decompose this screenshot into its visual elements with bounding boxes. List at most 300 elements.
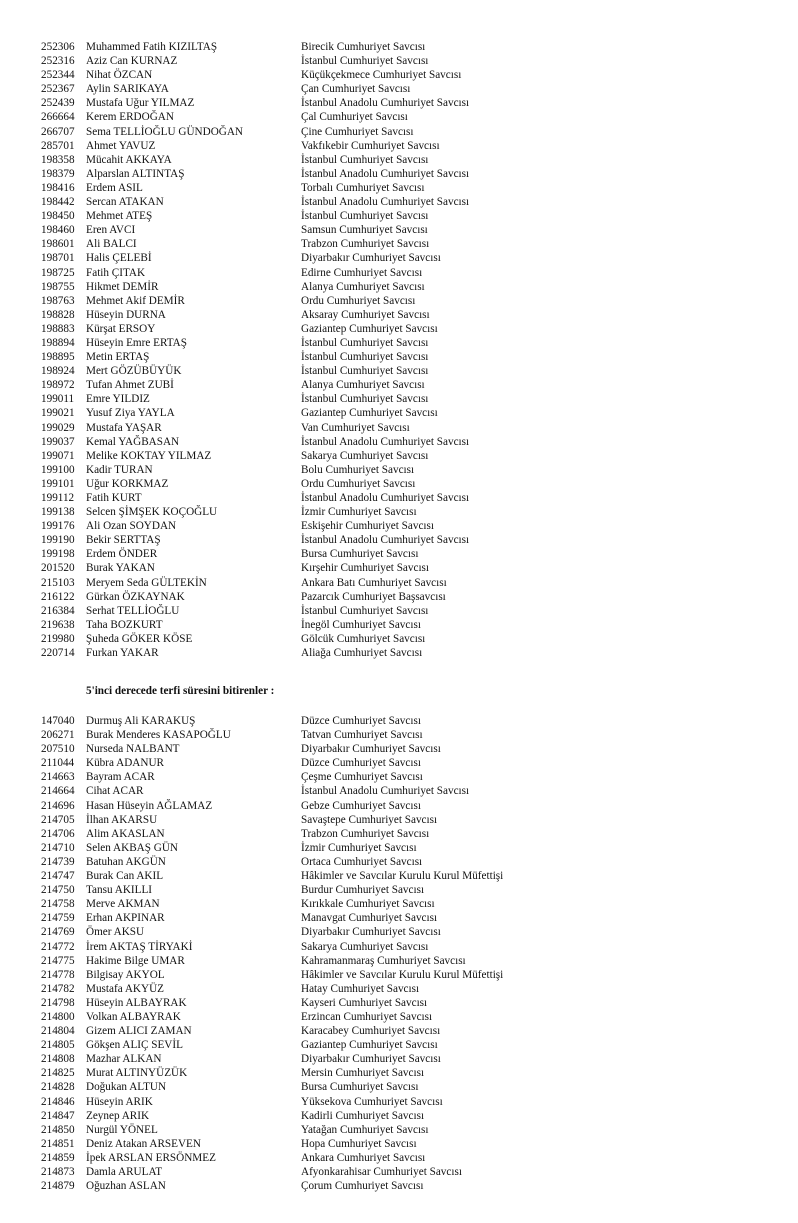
person-name: Muhammed Fatih KIZILTAŞ [86, 41, 218, 53]
person-name: Kemal YAĞBASAN [86, 435, 180, 448]
office-title: Afyonkarahisar Cumhuriyet Savcısı [301, 1166, 462, 1178]
registry-number: 198416 [41, 181, 75, 194]
registry-number: 252439 [41, 97, 75, 110]
person-name: Ali Ozan SOYDAN [86, 520, 177, 533]
registry-number: 216384 [41, 604, 75, 617]
list-row [0, 322, 798, 336]
list-row [0, 406, 798, 420]
registry-number: 147040 [41, 715, 75, 727]
office-title: Gaziantep Cumhuriyet Savcısı [301, 1039, 438, 1052]
person-name: Erhan AKPINAR [86, 912, 165, 925]
registry-number: 198828 [41, 308, 75, 321]
person-name: Cihat ACAR [86, 785, 144, 798]
list-row [0, 40, 798, 54]
registry-number: 214769 [41, 926, 75, 939]
registry-number: 214879 [41, 1180, 75, 1193]
person-name: Mazhar ALKAN [86, 1053, 162, 1066]
list-row [0, 742, 798, 756]
office-title: Mersin Cumhuriyet Savcısı [301, 1067, 425, 1080]
list-row [0, 1095, 798, 1109]
person-name: Fatih KURT [86, 492, 142, 504]
registry-number: 199112 [41, 492, 75, 504]
office-title: Gaziantep Cumhuriyet Savcısı [301, 322, 438, 335]
registry-number: 219980 [41, 632, 75, 645]
person-name: Sema TELLİOĞLU GÜNDOĞAN [86, 125, 244, 138]
person-name: Ömer AKSU [86, 926, 145, 939]
office-title: Birecik Cumhuriyet Savcısı [301, 41, 426, 53]
registry-number: 198763 [41, 294, 75, 307]
list-row [0, 139, 798, 153]
registry-number: 220714 [41, 647, 75, 660]
list-row [0, 1137, 798, 1151]
registry-number: 214825 [41, 1067, 75, 1080]
person-name: Durmuş Ali KARAKUŞ [86, 715, 196, 727]
office-title: İstanbul Cumhuriyet Savcısı [301, 393, 429, 406]
person-name: Hüseyin DURNA [86, 308, 166, 321]
person-name: Emre YILDIZ [86, 393, 150, 406]
office-title: Kadirli Cumhuriyet Savcısı [301, 1109, 425, 1122]
list-row [0, 378, 798, 392]
office-title: Yatağan Cumhuriyet Savcısı [301, 1123, 429, 1136]
office-title: Diyarbakır Cumhuriyet Savcısı [301, 743, 441, 756]
list-row [0, 1179, 798, 1193]
person-name: Gökşen ALIÇ SEVİL [86, 1039, 183, 1052]
list-row [0, 770, 798, 784]
registry-number: 214759 [41, 912, 75, 925]
registry-number: 214859 [41, 1151, 75, 1164]
person-name: Hüseyin Emre ERTAŞ [86, 336, 187, 349]
person-name: Mert GÖZÜBÜYÜK [86, 365, 182, 378]
list-row [0, 294, 798, 308]
registry-number: 214739 [41, 855, 75, 868]
list-row [0, 940, 798, 954]
person-name: Nihat ÖZCAN [86, 69, 153, 82]
registry-number: 198460 [41, 224, 75, 237]
list-row [0, 308, 798, 322]
registry-number: 199011 [41, 393, 75, 406]
person-name: Kerem ERDOĞAN [86, 111, 174, 124]
registry-number: 199071 [41, 449, 75, 462]
office-title: Edirne Cumhuriyet Savcısı [301, 266, 423, 279]
list-row [0, 421, 798, 435]
person-name: Alim AKASLAN [86, 827, 165, 840]
person-name: Kürşat ERSOY [86, 322, 156, 335]
person-name: Metin ERTAŞ [86, 351, 150, 364]
office-title: Pazarcık Cumhuriyet Başsavcısı [301, 590, 446, 603]
person-name: Mustafa YAŞAR [86, 421, 162, 434]
list-row [0, 756, 798, 770]
registry-number: 214772 [41, 940, 75, 953]
office-title: Ortaca Cumhuriyet Savcısı [301, 855, 423, 868]
person-name: Mustafa Uğur YILMAZ [86, 97, 195, 110]
office-title: Hatay Cumhuriyet Savcısı [301, 982, 420, 995]
registry-number: 219638 [41, 618, 75, 631]
registry-number: 214873 [41, 1166, 75, 1178]
list-row [0, 435, 798, 449]
person-name: Nurgül YÖNEL [86, 1123, 158, 1136]
registry-number: 206271 [41, 729, 75, 742]
office-title: Kırıkkale Cumhuriyet Savcısı [301, 898, 435, 911]
person-name: Melike KOKTAY YILMAZ [86, 449, 212, 462]
registry-number: 252344 [41, 69, 75, 82]
registry-number: 252367 [41, 83, 75, 96]
list-row [0, 813, 798, 827]
office-title: Van Cumhuriyet Savcısı [301, 421, 410, 434]
list-row [0, 547, 798, 561]
office-title: Sakarya Cumhuriyet Savcısı [301, 449, 429, 462]
office-title: Gaziantep Cumhuriyet Savcısı [301, 407, 438, 420]
list-row [0, 561, 798, 575]
registry-number: 214850 [41, 1123, 75, 1136]
list-row [0, 110, 798, 124]
person-name: Serhat TELLİOĞLU [86, 604, 180, 617]
registry-number: 211044 [41, 757, 75, 770]
list-row [0, 1052, 798, 1066]
registry-number: 214747 [41, 870, 75, 883]
registry-number: 266664 [41, 111, 75, 124]
person-name: Bayram ACAR [86, 771, 155, 784]
registry-number: 198701 [41, 252, 75, 265]
office-title: Alanya Cumhuriyet Savcısı [301, 280, 425, 293]
registry-number: 198894 [41, 336, 75, 349]
person-name: Selen AKBAŞ GÜN [86, 841, 178, 854]
list-row [0, 1123, 798, 1137]
list-row [0, 714, 798, 728]
office-title: Manavgat Cumhuriyet Savcısı [301, 912, 438, 925]
office-title: Burdur Cumhuriyet Savcısı [301, 884, 425, 897]
registry-number: 214750 [41, 884, 75, 897]
office-title: İstanbul Anadolu Cumhuriyet Savcısı [301, 167, 470, 180]
office-title: Ordu Cumhuriyet Savcısı [301, 477, 416, 490]
person-name: Hikmet DEMİR [86, 280, 159, 293]
person-name: Hasan Hüseyin AĞLAMAZ [86, 799, 213, 812]
list-row [0, 618, 798, 632]
list-row [0, 883, 798, 897]
registry-number: 199101 [41, 477, 75, 490]
registry-number: 214710 [41, 841, 75, 854]
office-title: Ordu Cumhuriyet Savcısı [301, 294, 416, 307]
office-title: Tatvan Cumhuriyet Savcısı [301, 729, 423, 742]
person-name: Gürkan ÖZKAYNAK [86, 590, 185, 603]
registry-number: 198601 [41, 238, 75, 251]
person-name: Burak Can AKIL [86, 870, 164, 883]
office-title: Çeşme Cumhuriyet Savcısı [301, 771, 423, 784]
office-title: Aliağa Cumhuriyet Savcısı [301, 647, 423, 660]
office-title: Çal Cumhuriyet Savcısı [301, 111, 408, 124]
office-title: Diyarbakır Cumhuriyet Savcısı [301, 252, 441, 265]
list-row [0, 533, 798, 547]
list-row [0, 1024, 798, 1038]
registry-number: 214798 [41, 996, 75, 1009]
list-row [0, 576, 798, 590]
registry-number: 199021 [41, 407, 75, 420]
person-name: Uğur KORKMAZ [86, 477, 169, 490]
person-name: Mustafa AKYÜZ [86, 982, 164, 995]
person-name: Bilgisay AKYOL [86, 968, 165, 981]
list-row [0, 364, 798, 378]
list-row [0, 911, 798, 925]
person-name: Taha BOZKURT [86, 618, 163, 631]
registry-number: 285701 [41, 139, 75, 152]
person-name: Hüseyin ALBAYRAK [86, 996, 187, 1009]
office-title: İstanbul Cumhuriyet Savcısı [301, 351, 429, 364]
registry-number: 214804 [41, 1025, 75, 1038]
list-row [0, 855, 798, 869]
office-title: İstanbul Cumhuriyet Savcısı [301, 153, 429, 166]
list-row [0, 195, 798, 209]
person-name: Ahmet YAVUZ [86, 139, 156, 152]
person-name: Bekir SERTTAŞ [86, 534, 161, 547]
office-title: Gölcük Cumhuriyet Savcısı [301, 632, 426, 645]
office-title: İstanbul Anadolu Cumhuriyet Savcısı [301, 97, 470, 110]
person-name: Nurseda NALBANT [86, 743, 180, 756]
list-row [0, 1010, 798, 1024]
office-title: Küçükçekmece Cumhuriyet Savcısı [301, 69, 462, 82]
registry-number: 215103 [41, 576, 75, 589]
office-title: Savaştepe Cumhuriyet Savcısı [301, 813, 438, 826]
office-title: İstanbul Anadolu Cumhuriyet Savcısı [301, 534, 470, 547]
registry-number: 214782 [41, 982, 75, 995]
person-name: Meryem Seda GÜLTEKİN [86, 576, 207, 589]
registry-number: 214664 [41, 785, 75, 798]
registry-number: 198883 [41, 322, 75, 335]
office-title: Hopa Cumhuriyet Savcısı [301, 1137, 417, 1150]
list-row [0, 827, 798, 841]
office-title: Hâkimler ve Savcılar Kurulu Kurul Müfettişi [301, 870, 504, 883]
registry-number: 214758 [41, 898, 75, 911]
person-name: Mücahit AKKAYA [86, 153, 172, 166]
person-name: Fatih ÇITAK [86, 266, 146, 279]
office-title: İstanbul Cumhuriyet Savcısı [301, 55, 429, 68]
person-name: Selcen ŞİMŞEK KOÇOĞLU [86, 506, 218, 519]
list-row [0, 590, 798, 604]
person-name: Erdem ÖNDER [86, 548, 158, 561]
person-name: İlhan AKARSU [86, 813, 158, 826]
registry-number: 216122 [41, 590, 75, 603]
office-title: Trabzon Cumhuriyet Savcısı [301, 827, 430, 840]
person-name: Halis ÇELEBİ [86, 252, 152, 265]
registry-number: 214851 [41, 1137, 75, 1150]
registry-number: 199029 [41, 421, 75, 434]
list-row [0, 392, 798, 406]
list-row [0, 96, 798, 110]
office-title: Diyarbakır Cumhuriyet Savcısı [301, 926, 441, 939]
list-row [0, 477, 798, 491]
person-name: Sercan ATAKAN [86, 196, 164, 209]
registry-number: 214846 [41, 1095, 75, 1108]
office-title: Erzincan Cumhuriyet Savcısı [301, 1010, 433, 1023]
person-name: Burak Menderes KASAPOĞLU [86, 729, 231, 742]
registry-number: 201520 [41, 562, 75, 575]
list-row [0, 1151, 798, 1165]
person-name: Furkan YAKAR [86, 647, 159, 660]
list-row [0, 181, 798, 195]
office-title: Gebze Cumhuriyet Savcısı [301, 799, 421, 812]
office-title: Diyarbakır Cumhuriyet Savcısı [301, 1053, 441, 1066]
list-row [0, 449, 798, 463]
office-title: İstanbul Anadolu Cumhuriyet Savcısı [301, 435, 470, 448]
registry-number: 198442 [41, 196, 75, 209]
list-row [0, 266, 798, 280]
person-name: Erdem ASIL [86, 181, 143, 194]
list-row [0, 925, 798, 939]
list-row [0, 350, 798, 364]
registry-number: 198924 [41, 365, 75, 378]
person-name: Kadir TURAN [86, 463, 153, 476]
office-title: Eskişehir Cumhuriyet Savcısı [301, 520, 434, 533]
person-name: Volkan ALBAYRAK [86, 1010, 181, 1023]
list-row [0, 954, 798, 968]
office-title: İzmir Cumhuriyet Savcısı [301, 506, 417, 519]
office-title: İstanbul Cumhuriyet Savcısı [301, 210, 429, 223]
person-name: Hakime Bilge UMAR [86, 954, 185, 967]
registry-number: 198972 [41, 379, 75, 392]
person-name: Burak YAKAN [86, 562, 155, 575]
person-name: Eren AVCI [86, 224, 136, 237]
office-title: Vakfıkebir Cumhuriyet Savcısı [301, 139, 440, 152]
list-row [0, 841, 798, 855]
office-title: İzmir Cumhuriyet Savcısı [301, 841, 417, 854]
list-row [0, 505, 798, 519]
list-row [0, 869, 798, 883]
person-name: Şuheda GÖKER KÖSE [86, 632, 193, 645]
list-row [0, 491, 798, 505]
office-title: Bursa Cumhuriyet Savcısı [301, 548, 419, 561]
office-title: Aksaray Cumhuriyet Savcısı [301, 308, 430, 321]
registry-number: 214705 [41, 813, 75, 826]
registry-number: 199138 [41, 506, 75, 519]
office-title: İstanbul Cumhuriyet Savcısı [301, 336, 429, 349]
registry-number: 252316 [41, 55, 75, 68]
list-row [0, 784, 798, 798]
list-row [0, 280, 798, 294]
office-title: Karacabey Cumhuriyet Savcısı [301, 1025, 441, 1038]
registry-number: 214805 [41, 1039, 75, 1052]
registry-number: 198450 [41, 210, 75, 223]
registry-number: 199176 [41, 520, 75, 533]
list-row [0, 799, 798, 813]
office-title: Kayseri Cumhuriyet Savcısı [301, 996, 428, 1009]
office-title: Hâkimler ve Savcılar Kurulu Kurul Müfettişi [301, 968, 504, 981]
office-title: İstanbul Cumhuriyet Savcısı [301, 604, 429, 617]
office-title: Çan Cumhuriyet Savcısı [301, 83, 411, 96]
registry-number: 199037 [41, 435, 75, 448]
list-row [0, 223, 798, 237]
list-row [0, 728, 798, 742]
registry-number: 198755 [41, 280, 75, 293]
person-name: İrem AKTAŞ TİRYAKİ [86, 940, 193, 953]
list-row [0, 251, 798, 265]
list-row [0, 604, 798, 618]
person-name: Mehmet ATEŞ [86, 210, 153, 223]
person-name: Aylin SARIKAYA [86, 83, 169, 96]
list-row [0, 1066, 798, 1080]
list-row [0, 336, 798, 350]
registry-number: 266707 [41, 125, 75, 138]
office-title: Yüksekova Cumhuriyet Savcısı [301, 1095, 443, 1108]
list-row [0, 125, 798, 139]
person-name: Batuhan AKGÜN [86, 855, 166, 868]
office-title: Düzce Cumhuriyet Savcısı [301, 715, 421, 727]
registry-number: 198358 [41, 153, 75, 166]
registry-number: 214778 [41, 968, 75, 981]
list-row [0, 519, 798, 533]
registry-number: 214696 [41, 799, 75, 812]
person-name: İpek ARSLAN ERSÖNMEZ [86, 1151, 216, 1164]
registry-number: 199190 [41, 534, 75, 547]
prosecutor-list-2 [0, 714, 798, 1193]
person-name: Kübra ADANUR [86, 757, 164, 770]
list-row [0, 463, 798, 477]
office-title: Sakarya Cumhuriyet Savcısı [301, 940, 429, 953]
office-title: Kahramanmaraş Cumhuriyet Savcısı [301, 954, 466, 967]
office-title: İstanbul Cumhuriyet Savcısı [301, 365, 429, 378]
list-row [0, 167, 798, 181]
person-name: Doğukan ALTUN [86, 1081, 167, 1094]
person-name: Aziz Can KURNAZ [86, 55, 178, 68]
list-row [0, 82, 798, 96]
section-title: 5'inci derecede terfi süresini bitirenler : [86, 685, 275, 697]
office-title: İstanbul Anadolu Cumhuriyet Savcısı [301, 785, 470, 798]
prosecutor-list-1 [0, 40, 798, 660]
office-title: Bolu Cumhuriyet Savcısı [301, 463, 415, 476]
list-row [0, 982, 798, 996]
person-name: Tansu AKILLI [86, 884, 153, 897]
office-title: Kırşehir Cumhuriyet Savcısı [301, 562, 430, 575]
list-row [0, 897, 798, 911]
office-title: Çine Cumhuriyet Savcısı [301, 125, 414, 138]
person-name: Yusuf Ziya YAYLA [86, 407, 175, 420]
list-row [0, 1080, 798, 1094]
office-title: Torbalı Cumhuriyet Savcısı [301, 181, 425, 194]
list-row [0, 54, 798, 68]
registry-number: 199198 [41, 548, 75, 561]
person-name: Damla ARULAT [86, 1166, 163, 1178]
registry-number: 199100 [41, 463, 75, 476]
office-title: Ankara Cumhuriyet Savcısı [301, 1151, 426, 1164]
list-row [0, 153, 798, 167]
list-row [0, 68, 798, 82]
list-row [0, 968, 798, 982]
registry-number: 214663 [41, 771, 75, 784]
person-name: Merve AKMAN [86, 898, 160, 911]
person-name: Alparslan ALTINTAŞ [86, 167, 185, 180]
list-row [0, 632, 798, 646]
office-title: İstanbul Anadolu Cumhuriyet Savcısı [301, 492, 470, 504]
office-title: Ankara Batı Cumhuriyet Savcısı [301, 576, 447, 589]
person-name: Murat ALTINYÜZÜK [86, 1067, 188, 1080]
office-title: Çorum Cumhuriyet Savcısı [301, 1180, 424, 1193]
registry-number: 198379 [41, 167, 75, 180]
person-name: Oğuzhan ASLAN [86, 1180, 166, 1193]
registry-number: 214847 [41, 1109, 75, 1122]
person-name: Zeynep ARIK [86, 1109, 150, 1122]
person-name: Mehmet Akif DEMİR [86, 294, 185, 307]
registry-number: 214800 [41, 1010, 75, 1023]
list-row [0, 646, 798, 660]
office-title: Samsun Cumhuriyet Savcısı [301, 224, 428, 237]
office-title: İnegöl Cumhuriyet Savcısı [301, 618, 421, 631]
registry-number: 198895 [41, 351, 75, 364]
list-row [0, 996, 798, 1010]
registry-number: 207510 [41, 743, 75, 756]
registry-number: 214706 [41, 827, 75, 840]
person-name: Deniz Atakan ARSEVEN [86, 1137, 201, 1150]
list-row [0, 209, 798, 223]
registry-number: 214808 [41, 1053, 75, 1066]
person-name: Ali BALCI [86, 238, 137, 251]
list-row [0, 237, 798, 251]
